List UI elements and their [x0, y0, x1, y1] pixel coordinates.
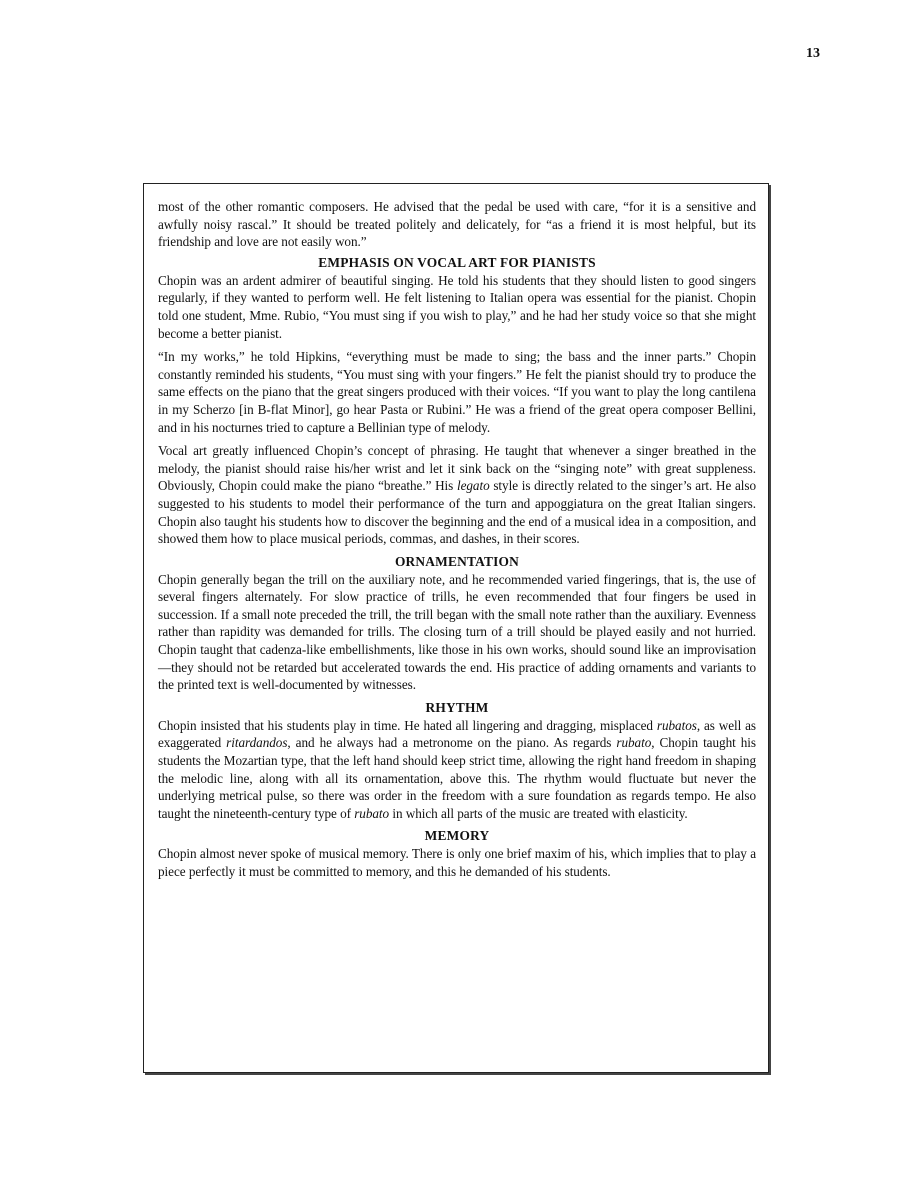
text-run: , and he always had a metronome on the piano. As regards	[287, 735, 617, 751]
italic-term: rubatos	[656, 717, 697, 733]
section-heading-rhythm: RHYTHM	[425, 699, 489, 715]
rhythm-paragraph	[158, 717, 756, 823]
vocal-art-paragraph-2: “In my works,” he told Hipkins, “everything must be made to sing; the bass and the inner parts.” Chopin constantly reminded his students, “You must sing with your fingers.” He felt the pianist should try to produce the same effects on the piano that the great singers produced with their voices. “If you want to play the long cantilena in my Scherzo [in B-flat Minor], go hear Pasta or Rubini.” He was a friend of the great opera composer Bellini, and in his nocturnes tried to capture a Bellinian type of melody.	[158, 349, 756, 435]
page-number: 13	[806, 46, 820, 61]
text-run: Chopin insisted that his students play in time. He hated all lingering and dragging, misplaced	[158, 717, 657, 733]
text-box	[143, 183, 769, 1073]
text-run: style is directly related to the singer’s art. He also suggested to his students to model their performance of the turn and appoggiatura on the great Italian singers. Chopin also taught his students how to discover the beginning and the end of a musical idea in a composition, and showed them how to place musical periods, commas, and dashes, in their scores.	[158, 478, 757, 547]
text-run: , as well as exaggerated	[158, 717, 756, 751]
memory-paragraph: Chopin almost never spoke of musical memory. There is only one brief maxim of his, which implies that to play a piece perfectly it must be committed to memory, and this he demanded of his students.	[158, 846, 756, 879]
italic-term: rubato	[354, 805, 390, 821]
italic-term: ritardandos	[226, 735, 288, 751]
ornamentation-paragraph: Chopin generally began the trill on the auxiliary note, and he recommended varied fingerings, that is, the use of several fingers alternately. For slow practice of trills, he even recommended that four fingers be used in succession. If a small note preceded the trill, the trill began with the small note rather than the auxiliary. Evenness rather than rapidity was demanded for trills. The closing turn of a trill should be played easily and not hurried. Chopin taught that cadenza-like embellishments, like those in his own works, should sound like an improvisation—they should not be retarded but accelerated towards the end. His practice of adding ornaments and variants to the printed text is well-documented by witnesses.	[158, 571, 756, 693]
text-run: , Chopin taught his students the Mozartian type, that the left hand should keep strict time, allowing the right hand freedom in shaping the melodic line, along with all its ornamentation, above this. The rhythm would fluctuate but never the underlying metrical pulse, so there was order in the freedom with a sure foundation as regards tempo. He also taught the nineteenth-century type of	[158, 735, 756, 821]
section-heading-memory: MEMORY	[424, 828, 490, 844]
intro-paragraph: most of the other romantic composers. He advised that the pedal be used with care, “for it is a sensitive and awfully noisy rascal.” It should be treated politely and delicately, for “as a friend it is most helpful, but its friendship and love are not easily won.”	[158, 199, 756, 250]
vocal-art-paragraph-3	[158, 442, 756, 548]
text-run: Vocal art greatly influenced Chopin’s concept of phrasing. He taught that whenever a singer breathed in the melody, the pianist should raise his/her wrist and let it sink back on the “singing note” with great suppleness. Obviously, Chopin could make the piano “breathe.” His	[158, 443, 756, 494]
section-heading-vocal-art: EMPHASIS ON VOCAL ART FOR PIANISTS	[318, 254, 596, 270]
section-heading-ornamentation: ORNAMENTATION	[394, 553, 520, 569]
vocal-art-paragraph-1: Chopin was an ardent admirer of beautiful singing. He told his students that they should listen to good singers regularly, if they wanted to perform well. He felt listening to Italian opera was essential for the pianist. Chopin told one student, Mme. Rubio, “You must sing if you wish to play,” and he had her study voice so that she might become a better pianist.	[158, 272, 756, 341]
italic-term: legato	[456, 478, 490, 494]
italic-term: rubato	[616, 735, 652, 751]
text-run: in which all parts of the music are treated with elasticity.	[389, 805, 688, 821]
